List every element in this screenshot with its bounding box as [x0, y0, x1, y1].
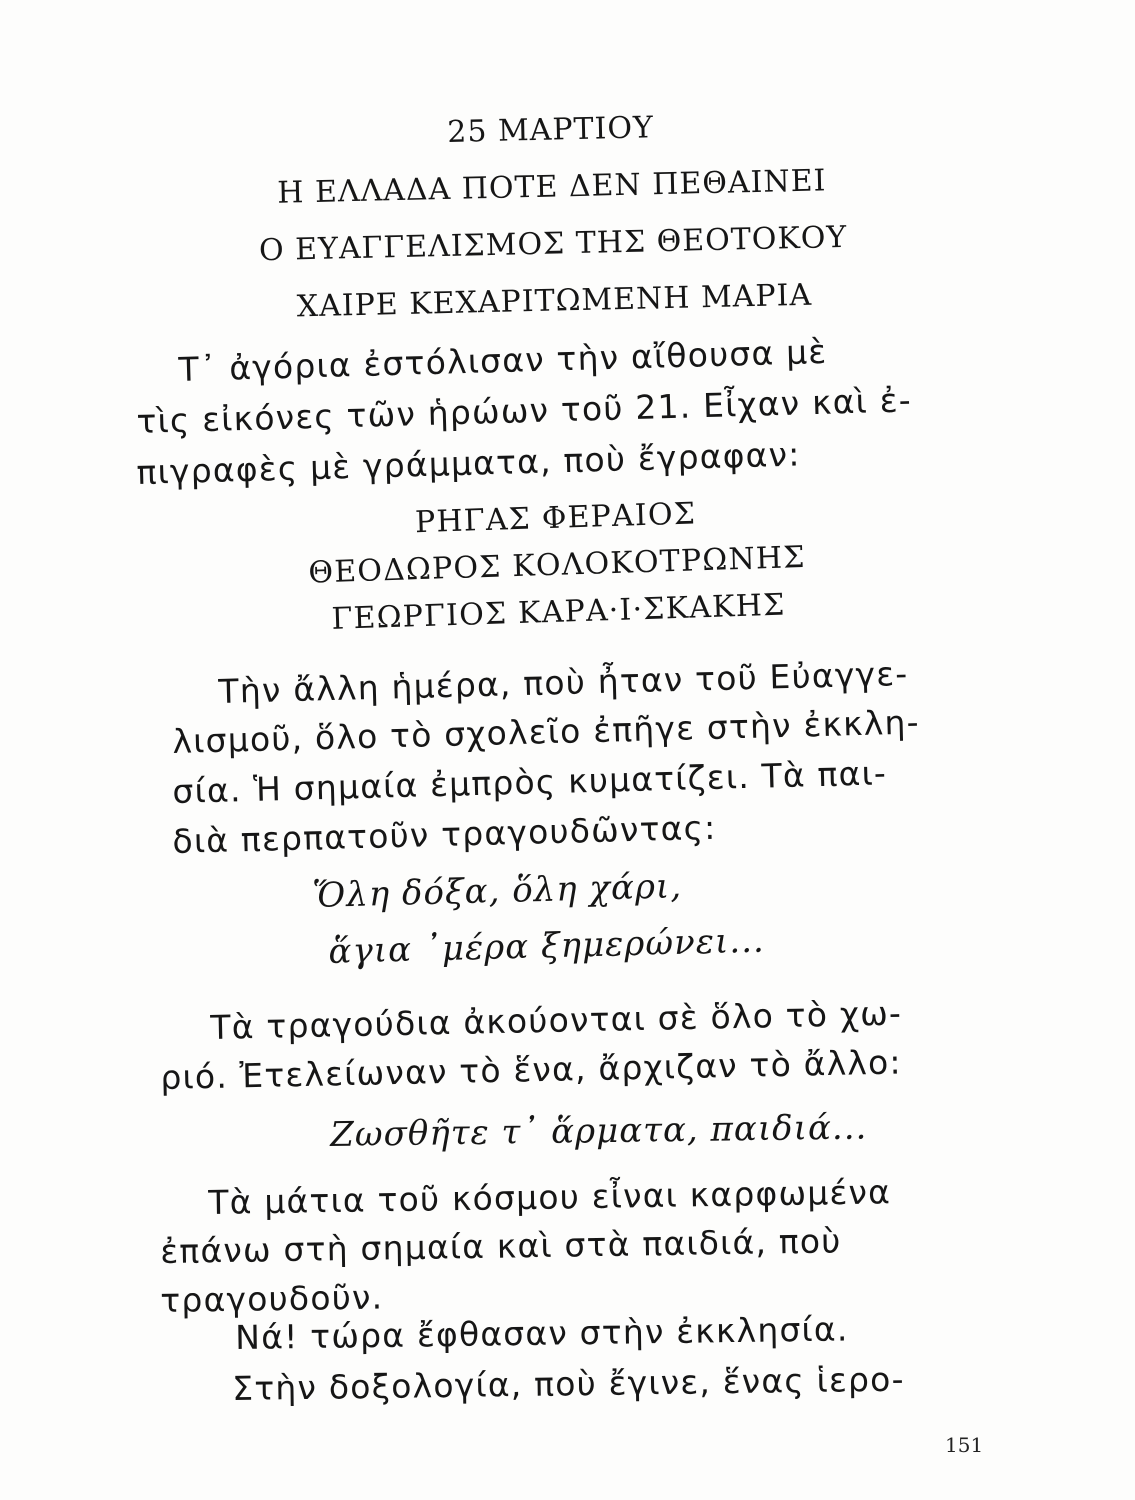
hero-name: ΘΕΟΔΩΡΟΣ ΚΟΛΟΚΟΤΡΩΝΗΣ	[307, 539, 807, 591]
heading-date: 25 ΜΑΡΤΙΟΥ	[446, 110, 655, 150]
paragraph-line: πιγραφὲς μὲ γράμματα, ποὺ ἔγραφαν:	[136, 434, 802, 492]
song-line: Ὅλη δόξα, ὅλη χάρι,	[312, 866, 683, 916]
paragraph-line: Τὰ τραγούδια ἀκούονται σὲ ὅλο τὸ χω-	[210, 993, 903, 1047]
heading-subtitle: ΧΑΙΡΕ ΚΕΧΑΡΙΤΩΜΕΝΗ ΜΑΡΙΑ	[296, 277, 813, 325]
paragraph-line: Τὰ μάτια τοῦ κόσμου εἶναι καρφωμένα	[208, 1172, 892, 1222]
paragraph-line: Τὴν ἄλλη ἡμέρα, ποὺ ἦταν τοῦ Εὐαγγε-	[218, 653, 909, 711]
song-line: Ζωσθῆτε τ᾽ ἅρματα, παιδιά...	[330, 1107, 868, 1155]
paragraph-line: Νά! τώρα ἔφθασαν στὴν ἐκκλησία.	[235, 1309, 849, 1357]
paragraph-line: ἐπάνω στὴ σημαία καὶ στὰ παιδιά, ποὺ	[160, 1221, 842, 1271]
heading-subtitle: Ο ΕΥΑΓΓΕΛΙΣΜΟΣ ΤΗΣ ΘΕΟΤΟΚΟΥ	[258, 219, 848, 269]
song-line: ἅγια ᾽μέρα ξημερώνει...	[328, 920, 766, 972]
paragraph-line: Στὴν δοξολογία, ποὺ ἔγινε, ἕνας ἱερο-	[232, 1359, 905, 1408]
hero-name: ΓΕΩΡΓΙΟΣ ΚΑΡΑ·Ι·ΣΚΑΚΗΣ	[331, 587, 787, 637]
chapter-heading	[180, 93, 925, 338]
page-number: 151	[945, 1433, 984, 1457]
paragraph-line: τὶς εἰκόνες τῶν ἡρώων τοῦ 21. Εἶχαν καὶ ἐ-	[136, 380, 913, 441]
paragraph-line: διὰ περπατοῦν τραγουδῶντας:	[172, 807, 717, 861]
heading-subtitle: Η ΕΛΛΑΔΑ ΠΟΤΕ ΔΕΝ ΠΕΘΑΙΝΕΙ	[276, 163, 827, 211]
paragraph-line: λισμοῦ, ὅλο τὸ σχολεῖο ἐπῆγε στὴν ἐκκλη-	[172, 702, 921, 761]
paragraph-line: Τ᾽ ἀγόρια ἐστόλισαν τὴν αἴθουσα μὲ	[178, 331, 828, 389]
paragraph-line: σία. Ἡ σημαία ἐμπρὸς κυματίζει. Τὰ παι-	[172, 753, 888, 811]
hero-names	[230, 485, 884, 646]
paragraph-line: ριό. Ἐτελείωναν τὸ ἕνα, ἄρχιζαν τὸ ἄλλο:	[160, 1042, 903, 1097]
hero-name: ΡΗΓΑΣ ΦΕΡΑΙΟΣ	[414, 496, 697, 541]
paragraph-line: τραγουδοῦν.	[160, 1277, 384, 1320]
